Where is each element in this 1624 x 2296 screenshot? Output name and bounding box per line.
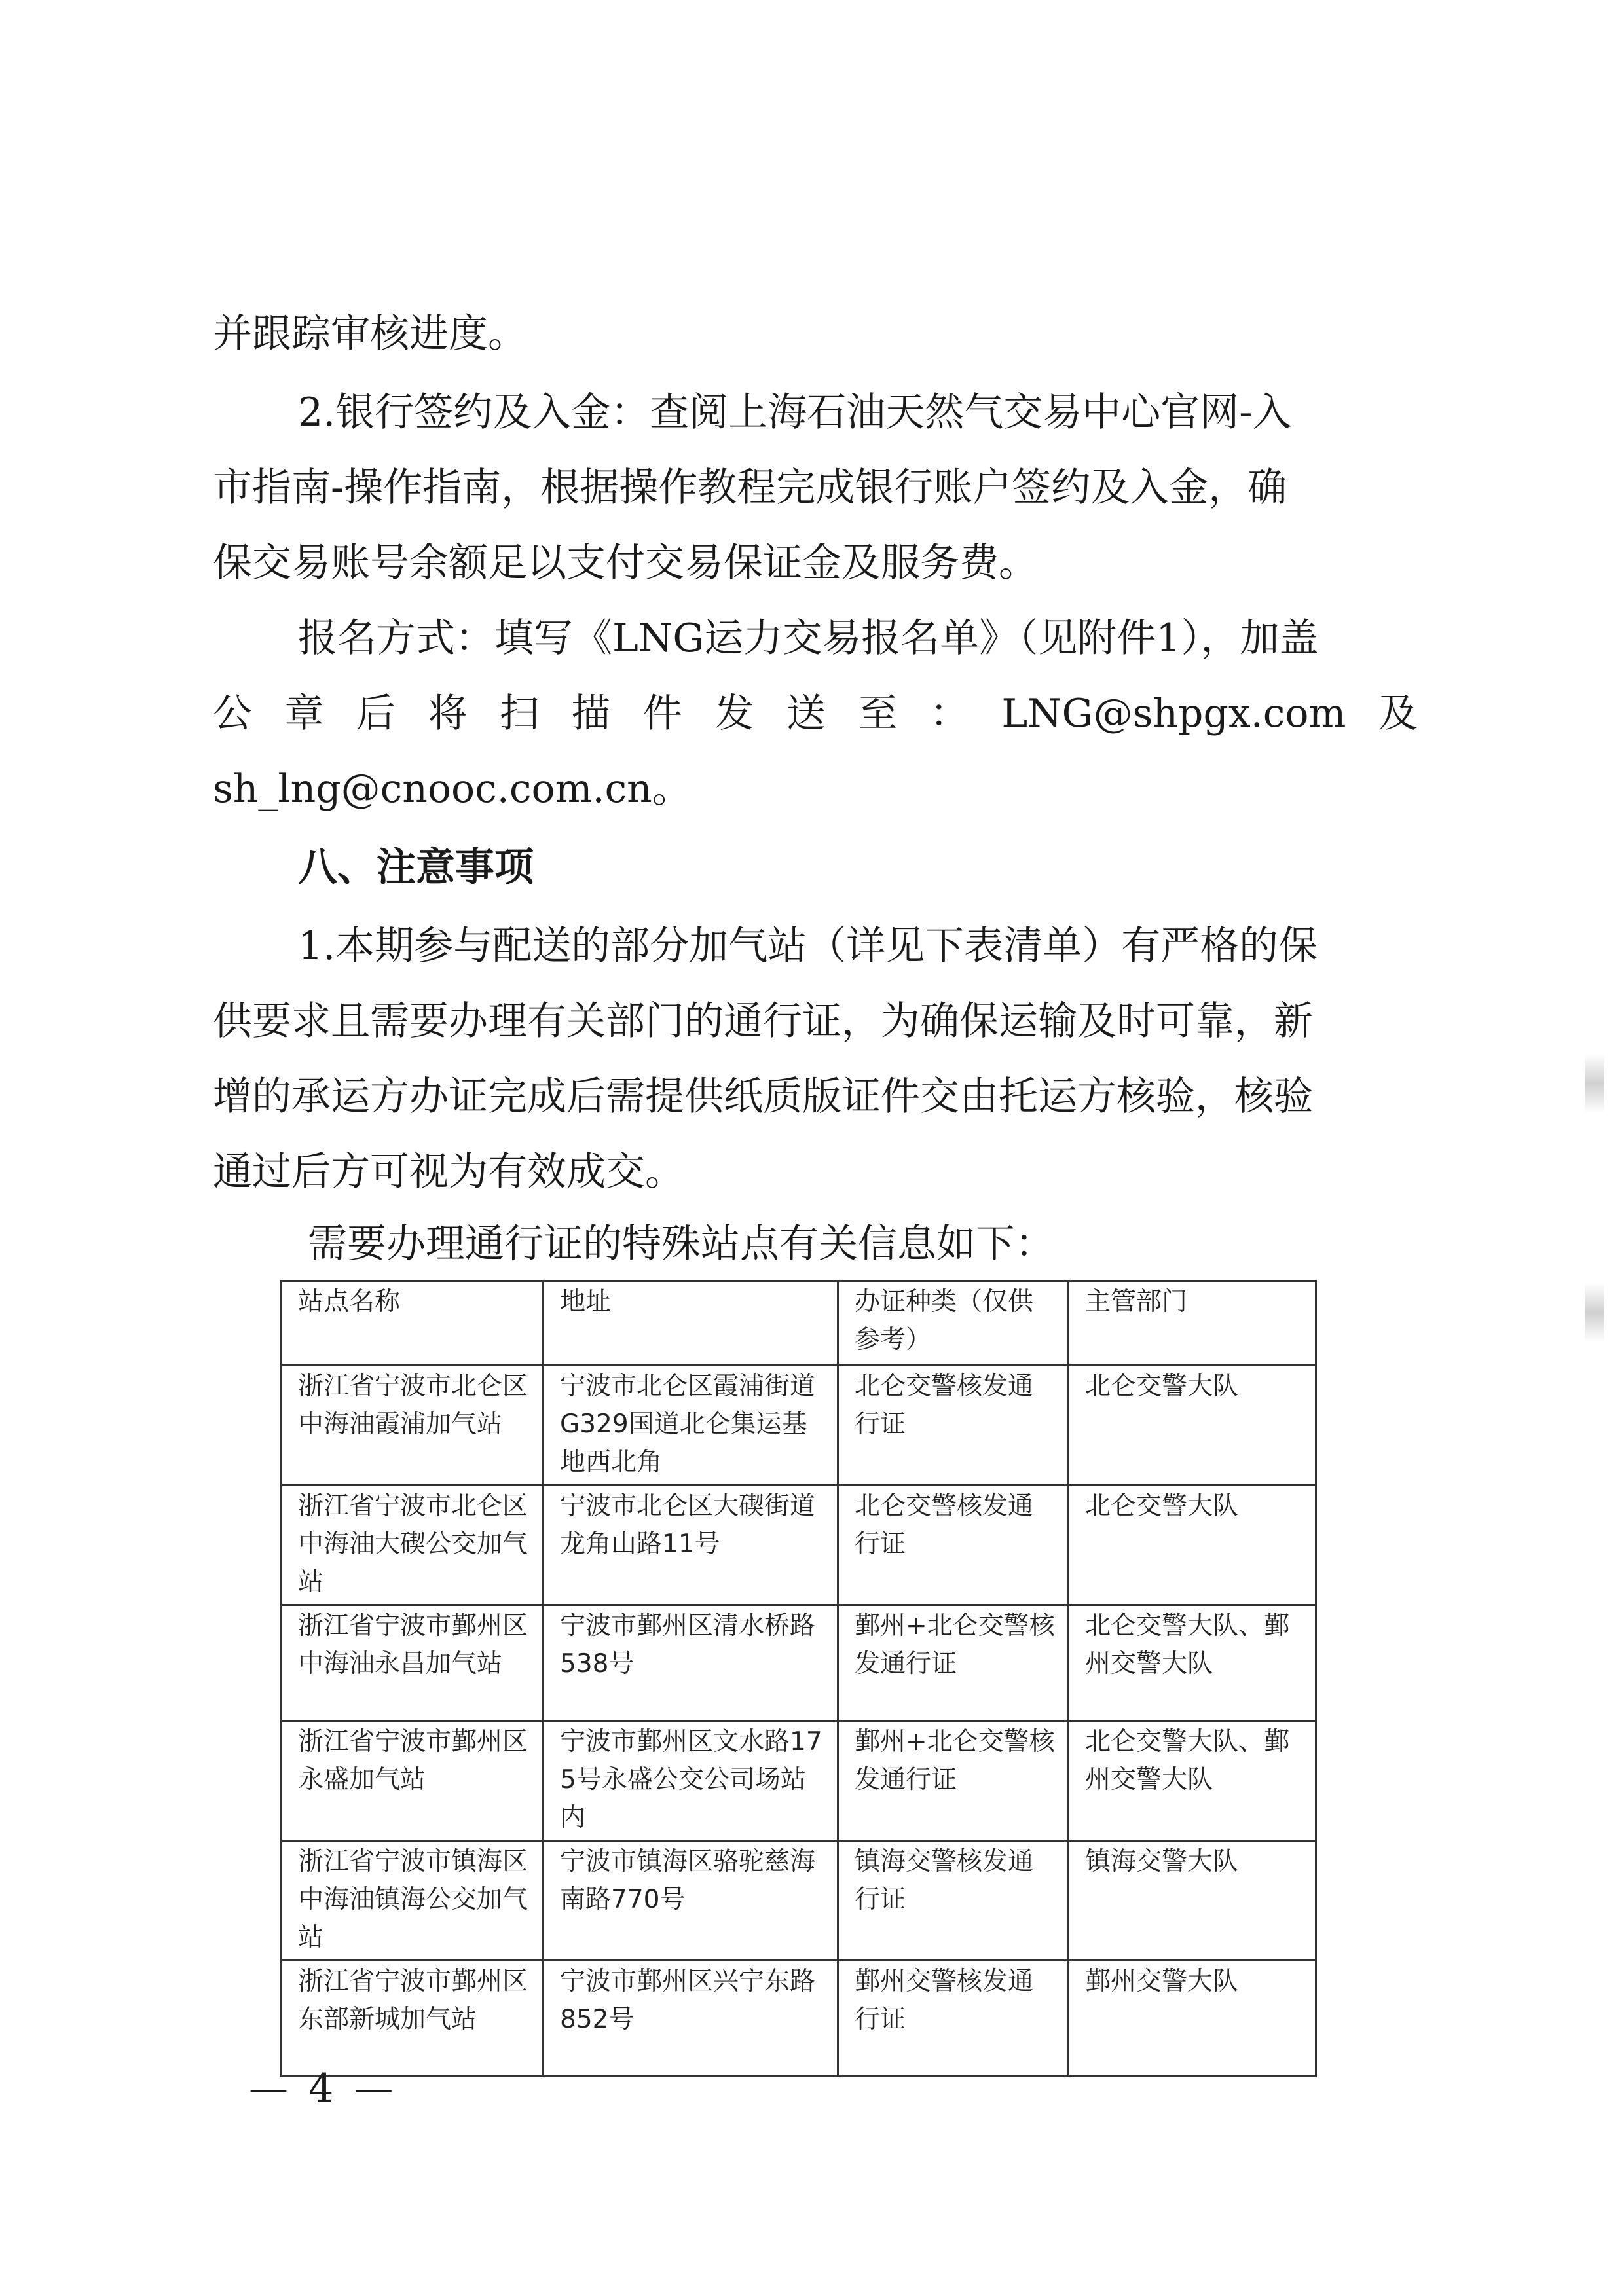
permit-type: 镇海交警核发通行证 xyxy=(838,1841,1069,1961)
registration-char: 及 xyxy=(1378,691,1418,737)
registration-char: 件 xyxy=(642,691,682,737)
station-name: 浙江省宁波市镇海区中海油镇海公交加气站 xyxy=(282,1841,544,1961)
section-heading: 八、注意事项 xyxy=(298,845,534,890)
registration-char: 送 xyxy=(786,691,826,737)
authority: 北仑交警大队 xyxy=(1069,1366,1316,1485)
permit-type: 鄞州+北仑交警核发通行证 xyxy=(838,1721,1069,1841)
registration-line-2 xyxy=(213,687,1418,740)
bank-signing-line-3: 保交易账号余额足以支付交易保证金及服务费。 xyxy=(213,540,1038,586)
scan-edge-mark xyxy=(1585,1054,1604,1113)
station-address: 宁波市鄞州区文水路175号永盛公交公司场站内 xyxy=(544,1721,838,1841)
table-intro: 需要办理通行证的特殊站点有关信息如下： xyxy=(308,1221,1054,1267)
notice-line-3: 增的承运方办证完成后需提供纸质版证件交由托运方核验，核验 xyxy=(213,1074,1313,1120)
permit-type: 北仑交警核发通行证 xyxy=(838,1366,1069,1485)
permit-type: 鄞州+北仑交警核发通行证 xyxy=(838,1605,1069,1721)
table-row xyxy=(282,1366,1316,1485)
paragraph-continuation: 并跟踪审核进度。 xyxy=(213,311,527,357)
station-name: 浙江省宁波市北仑区中海油霞浦加气站 xyxy=(282,1366,544,1485)
header-authority: 主管部门 xyxy=(1069,1281,1316,1366)
registration-line-1: 报名方式：填写《LNG运力交易报名单》（见附件1），加盖 xyxy=(298,615,1319,661)
registration-char: 扫 xyxy=(499,691,539,737)
notice-line-2: 供要求且需要办理有关部门的通行证，为确保运输及时可靠，新 xyxy=(213,998,1313,1044)
registration-char: 发 xyxy=(714,691,754,737)
station-name: 浙江省宁波市鄞州区东部新城加气站 xyxy=(282,1961,544,2077)
header-address: 地址 xyxy=(544,1281,838,1366)
table-row xyxy=(282,1961,1316,2077)
authority: 镇海交警大队 xyxy=(1069,1841,1316,1961)
table-header-row xyxy=(282,1281,1316,1366)
station-address: 宁波市鄞州区清水桥路538号 xyxy=(544,1605,838,1721)
table-row xyxy=(282,1605,1316,1721)
authority: 北仑交警大队 xyxy=(1069,1485,1316,1605)
notice-line-1: 1.本期参与配送的部分加气站（详见下表清单）有严格的保 xyxy=(298,923,1318,969)
registration-char: 公 xyxy=(213,691,252,737)
station-address: 宁波市鄞州区兴宁东路852号 xyxy=(544,1961,838,2077)
table-row xyxy=(282,1485,1316,1605)
stations-table xyxy=(280,1280,1317,2077)
registration-char: 章 xyxy=(284,691,324,737)
scan-edge-mark xyxy=(1585,1283,1604,1342)
table-row xyxy=(282,1721,1316,1841)
header-station-name: 站点名称 xyxy=(282,1281,544,1366)
station-address: 宁波市北仑区大碶街道龙角山路11号 xyxy=(544,1485,838,1605)
registration-char: 描 xyxy=(571,691,611,737)
station-address: 宁波市镇海区骆驼慈海南路770号 xyxy=(544,1841,838,1961)
station-name: 浙江省宁波市北仑区中海油大碶公交加气站 xyxy=(282,1485,544,1605)
email-shpgx: LNG@shpgx.com xyxy=(1001,691,1346,737)
station-address: 宁波市北仑区霞浦街道G329国道北仑集运基地西北角 xyxy=(544,1366,838,1485)
header-permit-type: 办证种类（仅供参考） xyxy=(838,1281,1069,1366)
registration-char: ： xyxy=(929,691,969,737)
page-number: — 4 — xyxy=(249,2066,397,2111)
authority: 鄞州交警大队 xyxy=(1069,1961,1316,2077)
table-row xyxy=(282,1841,1316,1961)
registration-char: 将 xyxy=(428,691,468,737)
registration-char: 至 xyxy=(858,691,898,737)
authority: 北仑交警大队、鄞州交警大队 xyxy=(1069,1721,1316,1841)
station-name: 浙江省宁波市鄞州区永盛加气站 xyxy=(282,1721,544,1841)
permit-type: 鄞州交警核发通行证 xyxy=(838,1961,1069,2077)
registration-char: 后 xyxy=(356,691,396,737)
bank-signing-line-1: 2.银行签约及入金：查阅上海石油天然气交易中心官网-入 xyxy=(298,390,1292,435)
authority: 北仑交警大队、鄞州交警大队 xyxy=(1069,1605,1316,1721)
email-cnooc: sh_lng@cnooc.com.cn。 xyxy=(213,766,692,812)
station-name: 浙江省宁波市鄞州区中海油永昌加气站 xyxy=(282,1605,544,1721)
notice-line-4: 通过后方可视为有效成交。 xyxy=(213,1149,684,1195)
permit-type: 北仑交警核发通行证 xyxy=(838,1485,1069,1605)
bank-signing-line-2: 市指南-操作指南，根据操作教程完成银行账户签约及入金，确 xyxy=(213,465,1287,511)
